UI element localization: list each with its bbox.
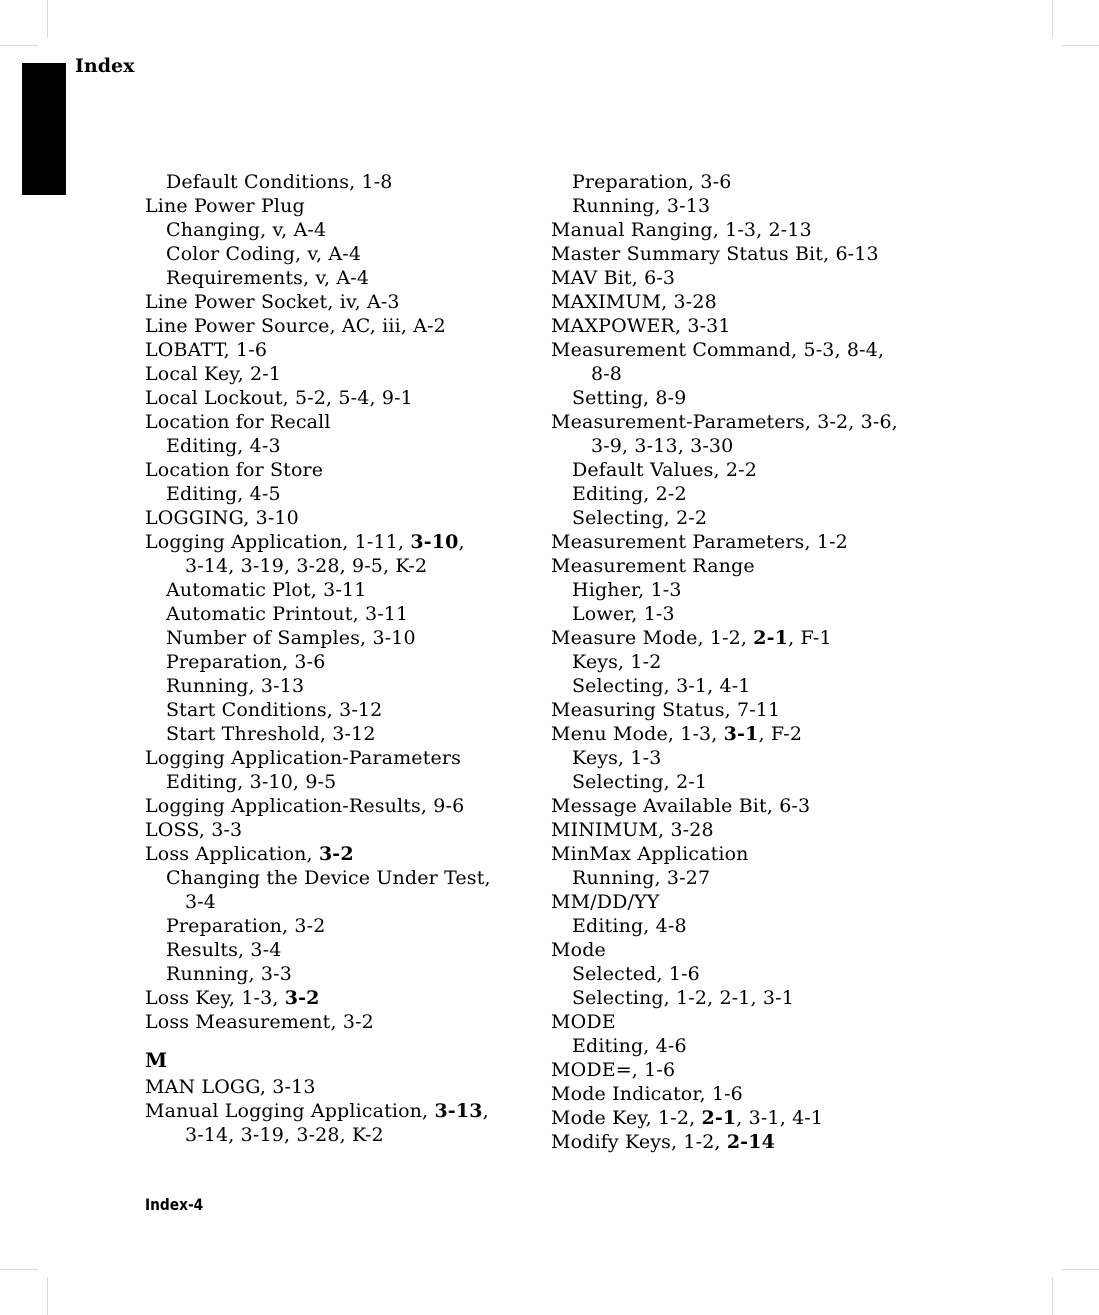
index-entry	[145, 290, 535, 314]
index-subentry	[551, 578, 931, 602]
index-subentry	[145, 650, 535, 674]
index-entry-text: Mode	[551, 939, 606, 961]
index-entry-text: MinMax Application	[551, 843, 749, 865]
index-entry-text: Automatic Printout, 3-11	[166, 603, 409, 625]
index-entry-text: Keys, 1-3	[572, 747, 662, 769]
index-entry-text: Preparation, 3-6	[166, 651, 326, 673]
index-entry-text: Loss Key, 1-3,	[145, 987, 285, 1009]
index-entry	[145, 530, 535, 554]
page-number: Index-4	[145, 1195, 204, 1214]
index-entry-text: Default Values, 2-2	[572, 459, 757, 481]
index-entry-text: Modify Keys, 1-2,	[551, 1131, 727, 1153]
index-entry-text: Selecting, 3-1, 4-1	[572, 675, 751, 697]
index-entry-text: Menu Mode, 1-3,	[551, 723, 724, 745]
index-entry	[551, 1082, 931, 1106]
index-entry-text: MAV Bit, 6-3	[551, 267, 676, 289]
index-entry-text: MAXPOWER, 3-31	[551, 315, 731, 337]
index-primary-page-ref: 2-1	[753, 627, 789, 649]
index-entry-text: Selecting, 1-2, 2-1, 3-1	[572, 987, 794, 1009]
index-entry-suffix: , F-2	[758, 723, 803, 745]
index-entry-text: Loss Application,	[145, 843, 319, 865]
index-entry-text: Number of Samples, 3-10	[166, 627, 416, 649]
crop-mark	[1062, 1269, 1099, 1270]
index-subentry	[551, 674, 931, 698]
index-entry	[551, 338, 931, 362]
index-entry-text: Changing, v, A-4	[166, 219, 327, 241]
index-entry-text: 8-8	[591, 363, 623, 385]
index-entry-text: Measurement Command, 5-3, 8-4,	[551, 339, 885, 361]
index-entry-text: Measurement-Parameters, 3-2, 3-6,	[551, 411, 898, 433]
index-entry	[145, 386, 535, 410]
index-entry	[145, 746, 535, 770]
index-entry-text: Color Coding, v, A-4	[166, 243, 362, 265]
index-subentry	[551, 914, 931, 938]
index-entry-text: Line Power Socket, iv, A-3	[145, 291, 400, 313]
index-entry-text: Logging Application, 1-11,	[145, 531, 411, 553]
index-entry	[145, 1099, 535, 1123]
index-subentry	[551, 1034, 931, 1058]
index-subentry	[145, 962, 535, 986]
index-entry-text: Keys, 1-2	[572, 651, 662, 673]
index-entry-text: Location for Store	[145, 459, 324, 481]
index-entry	[551, 818, 931, 842]
index-primary-page-ref: 3-13	[434, 1100, 483, 1122]
index-entry	[551, 722, 931, 746]
page-header: Index	[75, 55, 135, 77]
index-entry	[551, 218, 931, 242]
index-entry-continuation	[551, 362, 931, 386]
index-entry	[551, 1010, 931, 1034]
index-primary-page-ref: 3-2	[318, 843, 354, 865]
index-entry	[145, 338, 535, 362]
index-entry-text: Loss Measurement, 3-2	[145, 1011, 374, 1033]
index-column-left	[145, 170, 535, 1147]
index-entry-text: LOBATT, 1-6	[145, 339, 268, 361]
index-entry-text: Changing the Device Under Test,	[166, 867, 491, 889]
index-subentry	[551, 986, 931, 1010]
index-subentry	[145, 602, 535, 626]
index-entry	[551, 530, 931, 554]
index-entry-text: Start Conditions, 3-12	[166, 699, 383, 721]
index-entry-text: Location for Recall	[145, 411, 331, 433]
index-entry	[551, 554, 931, 578]
index-entry	[145, 314, 535, 338]
index-entry-text: MINIMUM, 3-28	[551, 819, 714, 841]
index-entry-text: Measure Mode, 1-2,	[551, 627, 754, 649]
index-subentry	[145, 866, 535, 890]
index-entry	[145, 1075, 535, 1099]
index-entry-text: Editing, 3-10, 9-5	[166, 771, 337, 793]
index-entry-suffix: , F-1	[788, 627, 832, 649]
index-column-right	[551, 170, 931, 1154]
index-entry-text: Logging Application-Parameters	[145, 747, 462, 769]
index-subentry	[145, 434, 535, 458]
crop-mark	[1062, 45, 1099, 46]
index-entry-text: Automatic Plot, 3-11	[166, 579, 367, 601]
index-subentry	[145, 578, 535, 602]
index-primary-page-ref: 3-2	[284, 987, 320, 1009]
index-entry-text: Editing, 4-8	[572, 915, 687, 937]
index-entry	[145, 1010, 535, 1034]
index-entry	[145, 194, 535, 218]
index-entry	[551, 1106, 931, 1130]
index-entry-text: 3-4	[185, 891, 217, 913]
index-entry-text: Selecting, 2-1	[572, 771, 708, 793]
index-subentry	[551, 458, 931, 482]
index-entry-text: Running, 3-27	[572, 867, 711, 889]
index-entry-text: Editing, 4-6	[572, 1035, 687, 1057]
index-primary-page-ref: 3-10	[410, 531, 459, 553]
index-subentry	[145, 242, 535, 266]
index-subentry	[145, 266, 535, 290]
index-subentry	[551, 746, 931, 770]
index-entry-continuation	[551, 434, 931, 458]
index-entry-text: Editing, 4-5	[166, 483, 281, 505]
index-subentry	[551, 602, 931, 626]
index-entry-continuation	[145, 890, 535, 914]
index-entry-text: Selecting, 2-2	[572, 507, 708, 529]
index-section-heading	[145, 1040, 535, 1075]
index-entry-text: LOGGING, 3-10	[145, 507, 299, 529]
index-entry	[551, 314, 931, 338]
index-subentry	[551, 386, 931, 410]
index-subentry	[551, 170, 931, 194]
index-entry	[551, 626, 931, 650]
index-subentry	[145, 938, 535, 962]
index-entry	[551, 242, 931, 266]
index-entry-text: Running, 3-13	[166, 675, 305, 697]
index-entry-suffix: , 3-1, 4-1	[736, 1107, 824, 1129]
crop-mark	[0, 1269, 38, 1270]
index-entry	[551, 842, 931, 866]
index-entry	[551, 698, 931, 722]
index-entry-text: Line Power Source, AC, iii, A-2	[145, 315, 446, 337]
index-entry-text: Lower, 1-3	[572, 603, 675, 625]
index-entry	[551, 290, 931, 314]
index-entry-text: Measurement Range	[551, 555, 755, 577]
index-entry-text: Message Available Bit, 6-3	[551, 795, 811, 817]
index-subentry	[145, 770, 535, 794]
index-subentry	[145, 482, 535, 506]
index-entry-continuation	[145, 1123, 535, 1147]
index-entry-text: Master Summary Status Bit, 6-13	[551, 243, 879, 265]
index-entry-text: Default Conditions, 1-8	[166, 171, 393, 193]
index-entry-text: MODE	[551, 1011, 616, 1033]
index-primary-page-ref: 2-1	[701, 1107, 737, 1129]
index-subentry	[145, 218, 535, 242]
index-entry-text: Logging Application-Results, 9-6	[145, 795, 465, 817]
index-entry-text: MODE=, 1-6	[551, 1059, 676, 1081]
index-entry	[551, 938, 931, 962]
index-entry	[145, 986, 535, 1010]
index-entry-text: Requirements, v, A-4	[166, 267, 370, 289]
index-entry-text: Higher, 1-3	[572, 579, 682, 601]
section-thumb-tab	[22, 63, 66, 195]
index-entry-text: Results, 3-4	[166, 939, 282, 961]
crop-mark	[1052, 1277, 1053, 1315]
index-entry-suffix: ,	[458, 531, 465, 553]
index-entry-text: Manual Logging Application,	[145, 1100, 435, 1122]
index-entry	[551, 1130, 931, 1154]
crop-mark	[47, 1277, 48, 1315]
index-subentry	[145, 674, 535, 698]
index-entry	[145, 842, 535, 866]
index-subentry	[145, 626, 535, 650]
crop-mark	[0, 45, 38, 46]
index-entry-text: 3-9, 3-13, 3-30	[591, 435, 734, 457]
index-entry	[145, 794, 535, 818]
index-entry-text: Mode Key, 1-2,	[551, 1107, 702, 1129]
index-entry-text: Measurement Parameters, 1-2	[551, 531, 848, 553]
index-subentry	[145, 914, 535, 938]
index-entry-text: Setting, 8-9	[572, 387, 687, 409]
index-subentry	[551, 482, 931, 506]
crop-mark	[47, 0, 48, 38]
index-entry	[551, 794, 931, 818]
index-entry-text: Editing, 4-3	[166, 435, 281, 457]
index-entry	[551, 266, 931, 290]
index-entry-text: Line Power Plug	[145, 195, 305, 217]
index-entry-text: 3-14, 3-19, 3-28, K-2	[185, 1124, 384, 1146]
index-entry-text: Selected, 1-6	[572, 963, 700, 985]
index-entry	[551, 890, 931, 914]
index-subentry	[145, 698, 535, 722]
index-entry-text: Local Key, 2-1	[145, 363, 282, 385]
index-entry-text: Local Lockout, 5-2, 5-4, 9-1	[145, 387, 413, 409]
index-entry	[145, 362, 535, 386]
index-entry-continuation	[145, 554, 535, 578]
index-subentry	[551, 650, 931, 674]
index-entry-text: Preparation, 3-6	[572, 171, 732, 193]
index-entry-text: Measuring Status, 7-11	[551, 699, 781, 721]
index-entry-text: Running, 3-13	[572, 195, 711, 217]
index-entry	[551, 1058, 931, 1082]
index-subentry	[551, 770, 931, 794]
index-entry-text: Manual Ranging, 1-3, 2-13	[551, 219, 812, 241]
index-subentry	[551, 506, 931, 530]
index-entry-suffix: ,	[482, 1100, 489, 1122]
index-subentry	[551, 866, 931, 890]
index-entry-text: 3-14, 3-19, 3-28, 9-5, K-2	[185, 555, 428, 577]
index-primary-page-ref: 2-14	[726, 1131, 775, 1153]
index-entry-text: Preparation, 3-2	[166, 915, 326, 937]
index-entry	[145, 458, 535, 482]
index-entry-text: Mode Indicator, 1-6	[551, 1083, 743, 1105]
index-entry	[551, 410, 931, 434]
index-subentry	[145, 722, 535, 746]
index-primary-page-ref: 3-1	[723, 723, 759, 745]
index-entry-text: LOSS, 3-3	[145, 819, 243, 841]
index-entry-text: MAN LOGG, 3-13	[145, 1076, 316, 1098]
index-entry	[145, 506, 535, 530]
index-entry	[145, 410, 535, 434]
index-entry-text: Editing, 2-2	[572, 483, 687, 505]
index-entry-text: Start Threshold, 3-12	[166, 723, 376, 745]
crop-mark	[1052, 0, 1053, 38]
index-subentry	[551, 962, 931, 986]
index-entry	[145, 818, 535, 842]
index-entry-text: M	[145, 1048, 168, 1072]
index-subentry	[145, 170, 535, 194]
index-entry-text: Running, 3-3	[166, 963, 292, 985]
index-subentry	[551, 194, 931, 218]
index-entry-text: MM/DD/YY	[551, 891, 660, 913]
index-entry-text: MAXIMUM, 3-28	[551, 291, 717, 313]
